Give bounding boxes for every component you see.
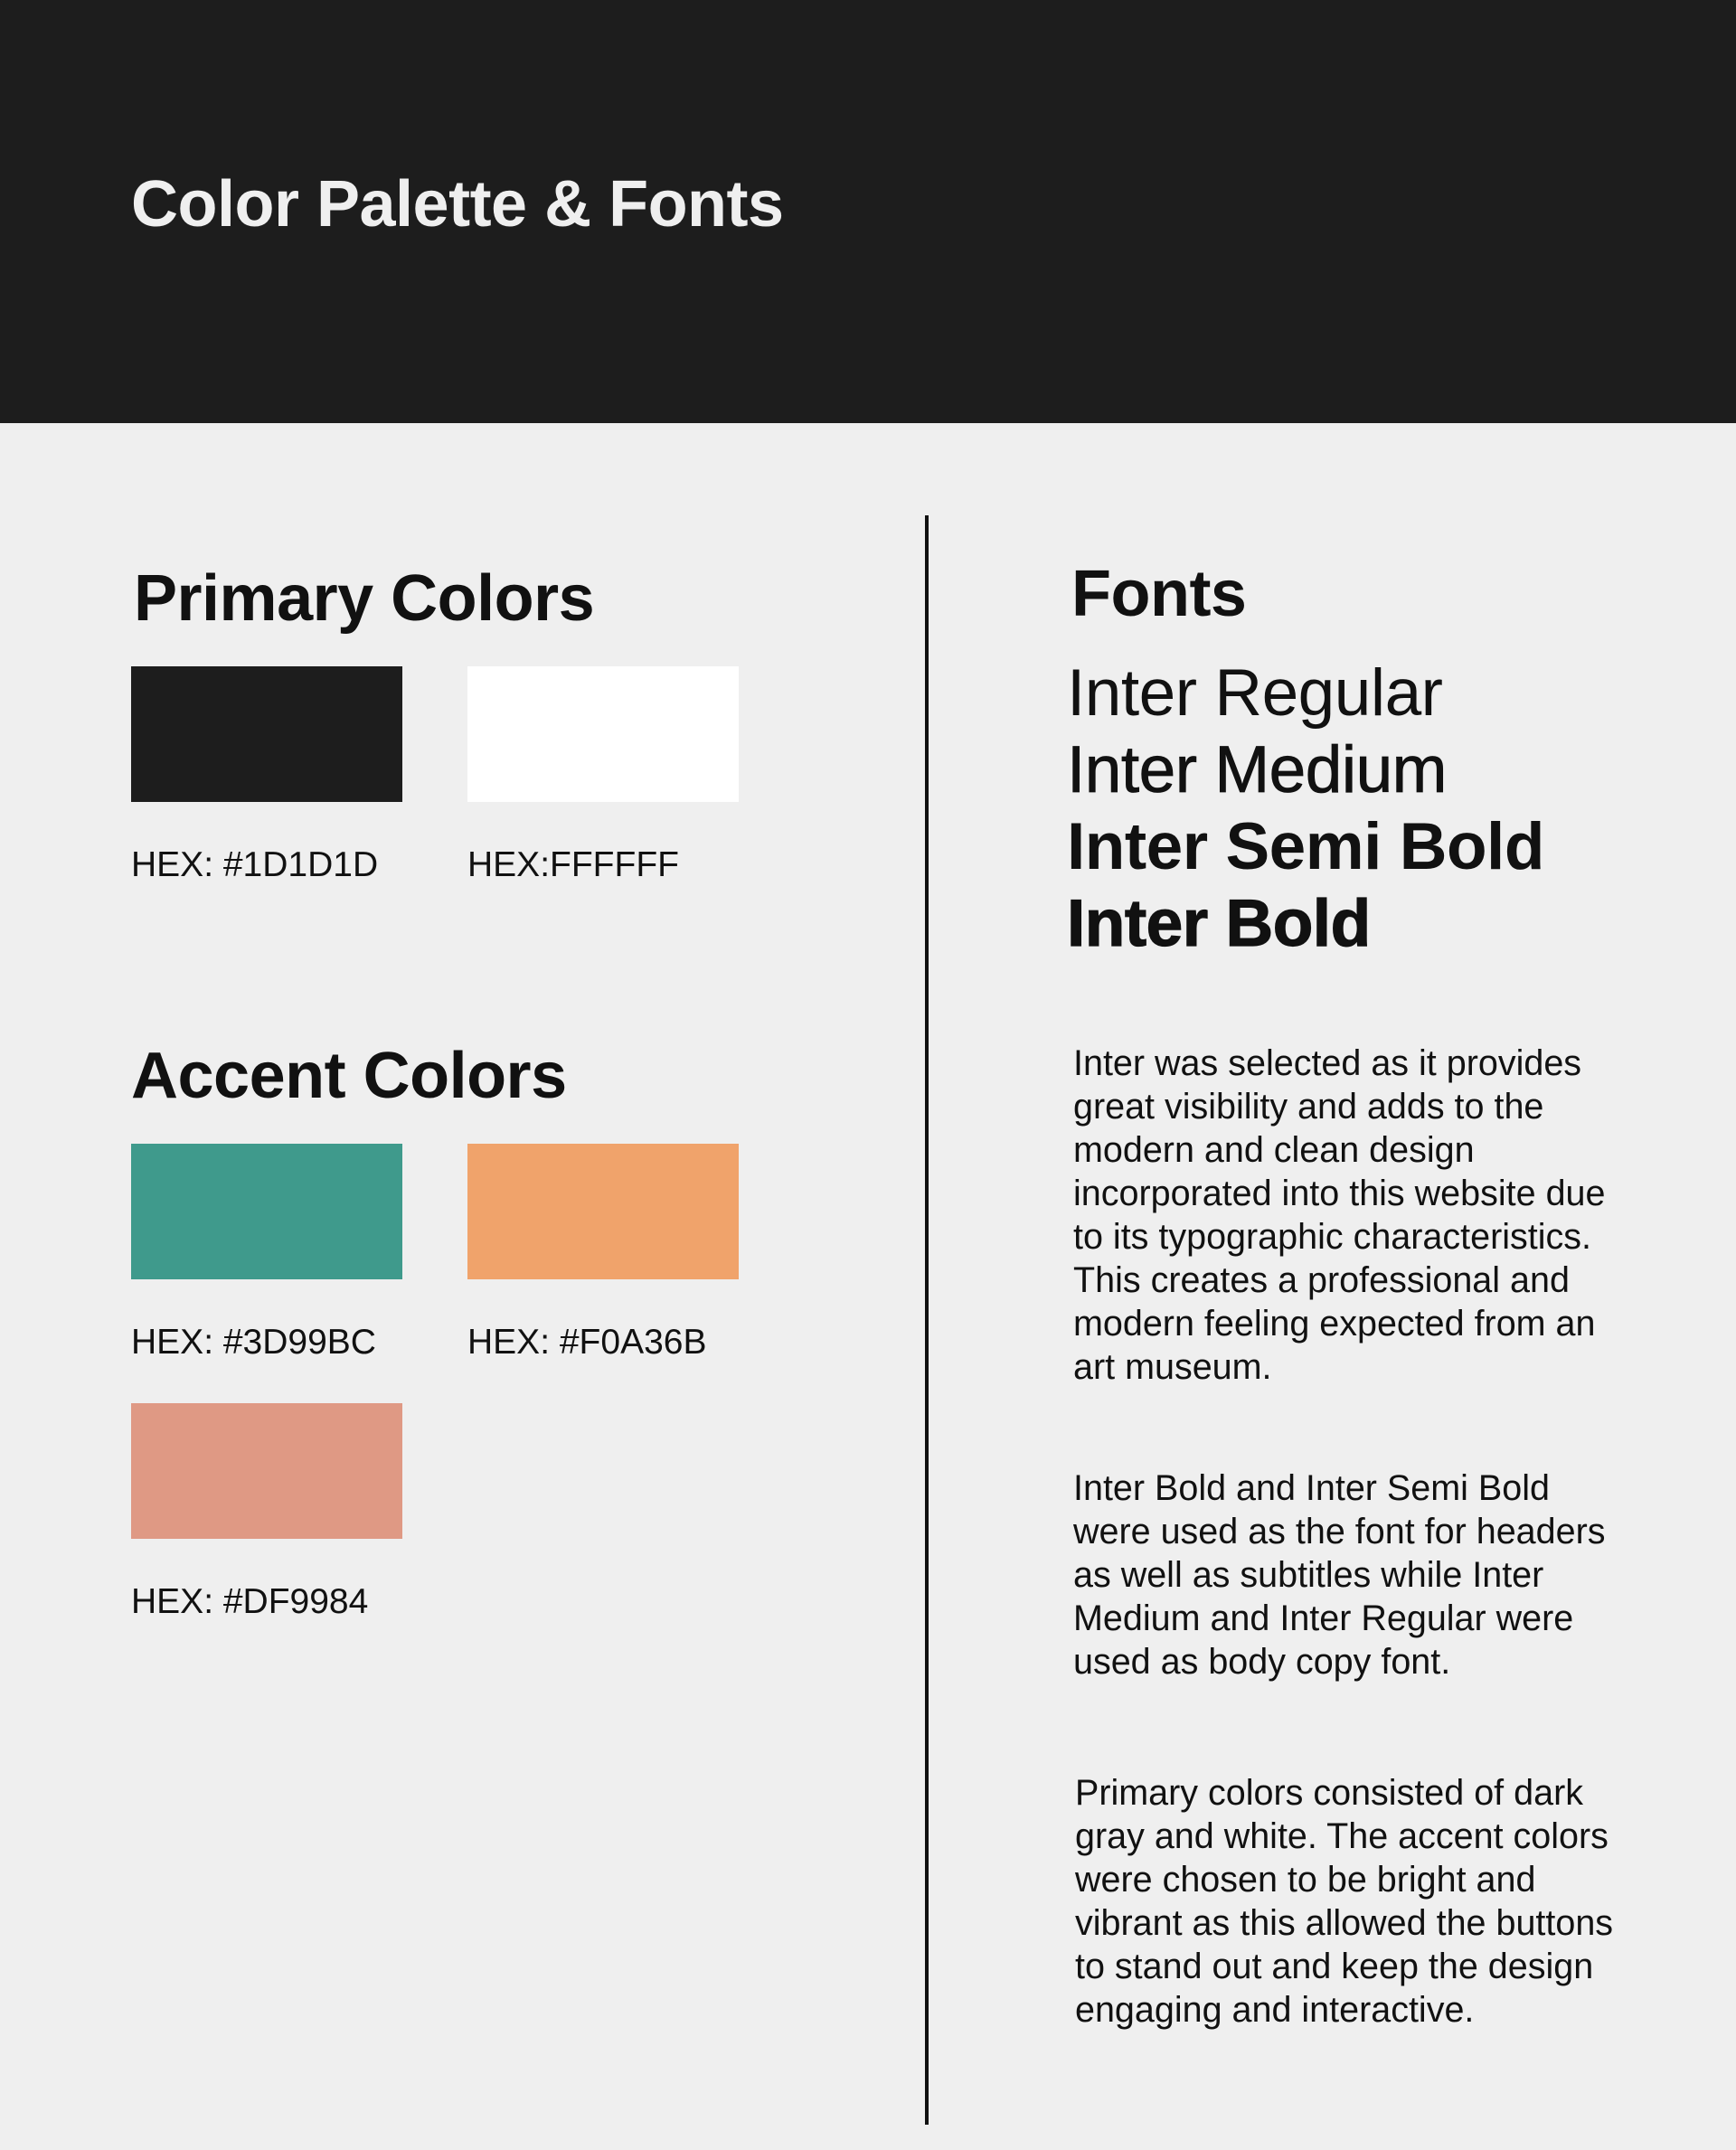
hex-label-accent-orange: HEX: #F0A36B: [467, 1323, 707, 1362]
font-sample-medium: Inter Medium: [1067, 733, 1447, 806]
page-title: Color Palette & Fonts: [131, 168, 784, 240]
font-sample-bold: Inter Bold: [1067, 887, 1371, 960]
hex-label-accent-salmon: HEX: #DF9984: [131, 1582, 369, 1621]
swatch-primary-dark: [131, 666, 402, 802]
color-rationale-paragraph: Primary colors consisted of dark gray and white. The accent colors were chosen to be bright and vibrant as this allowed the buttons to stand out and keep the design engaging and interactive.: [1075, 1773, 1614, 2030]
column-divider: [925, 515, 929, 2125]
swatch-accent-orange: [467, 1144, 739, 1279]
accent-colors-heading: Accent Colors: [131, 1040, 567, 1112]
swatch-accent-salmon: [131, 1403, 402, 1539]
primary-colors-heading: Primary Colors: [134, 562, 595, 635]
font-sample-semibold: Inter Semi Bold: [1067, 810, 1544, 883]
swatch-accent-teal: [131, 1144, 402, 1279]
font-usage-paragraph: Inter Bold and Inter Semi Bold were used as the font for headers as well as subtitles while Inter Medium and Inter Regular were used as body copy font.: [1073, 1468, 1606, 1682]
hex-label-accent-teal: HEX: #3D99BC: [131, 1323, 376, 1362]
font-sample-regular: Inter Regular: [1067, 656, 1443, 730]
font-rationale-paragraph: Inter was selected as it provides great visibility and adds to the modern and clean design incorporated into this website due to its typographic characteristics. This creates a professional and modern feeling expected from an art museum.: [1073, 1043, 1606, 1387]
swatch-primary-white: [467, 666, 739, 802]
hex-label-primary-white: HEX:FFFFFF: [467, 845, 679, 884]
hex-label-primary-dark: HEX: #1D1D1D: [131, 845, 379, 884]
header-banner: [0, 0, 1736, 423]
fonts-heading: Fonts: [1071, 558, 1247, 630]
